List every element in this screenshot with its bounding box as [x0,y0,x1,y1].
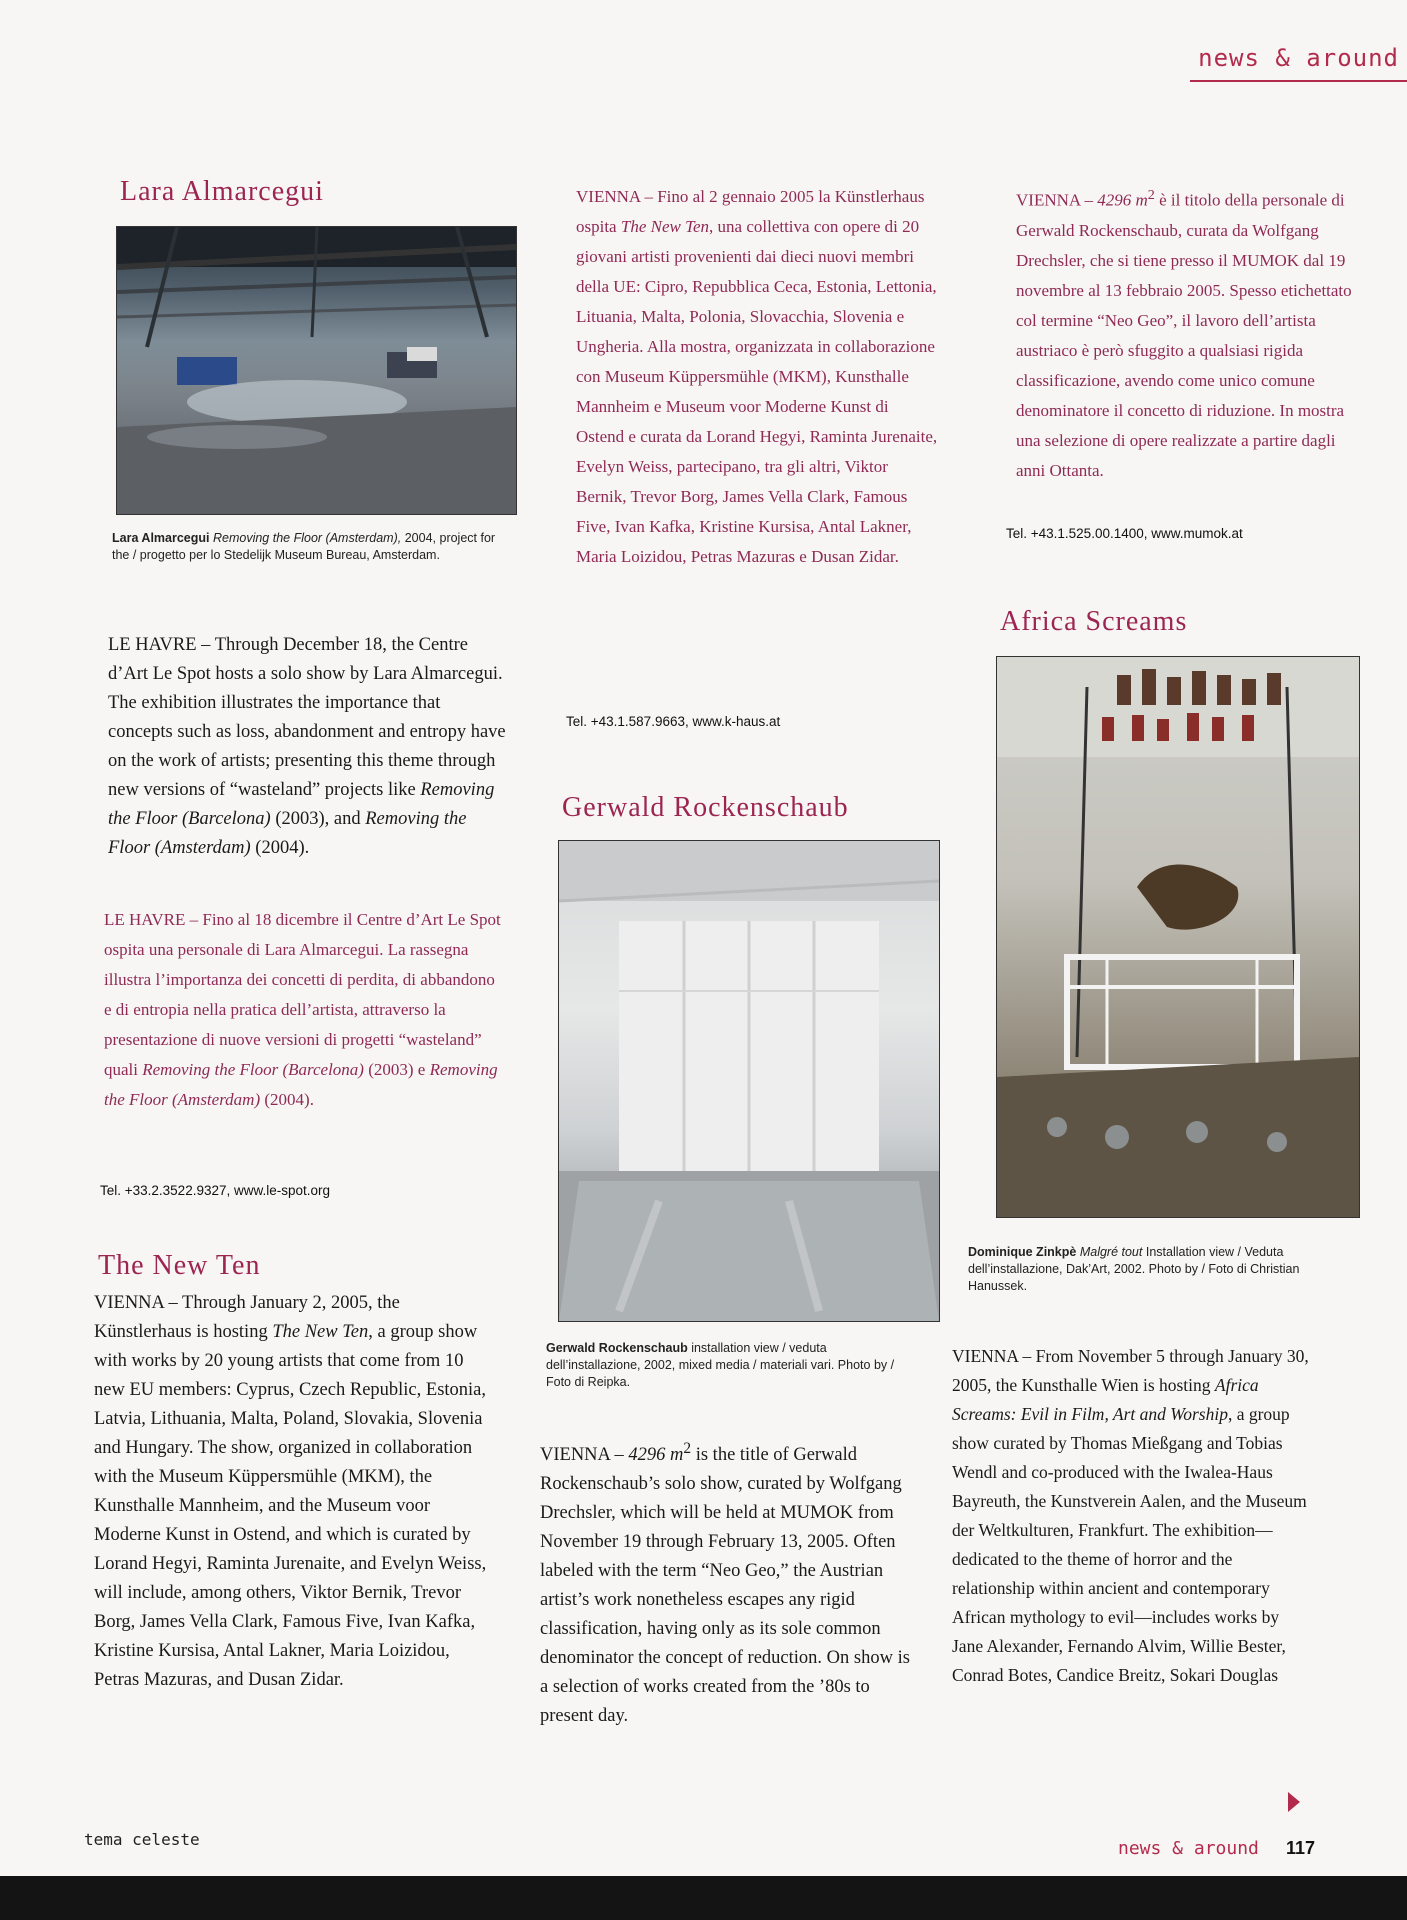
newten-text-it [576,182,938,572]
africa-caption-rest: Installation view / Veduta dell’installazione, Dak’Art, 2002. Photo by / Foto di Christian Hanussek. [968,1245,1300,1293]
gerwald-caption-rest: installation view / veduta dell’installazione, 2002, mixed media / materiali vari. Photo by / Foto di Reipka. [546,1341,895,1389]
section-header-tag: news & around [1198,44,1399,72]
gerwald-text-it-work: 4296 m [1097,190,1148,210]
gallery-room-image [559,841,939,1321]
lara-text-en-work-1: Removing the Floor (Barcelona) [108,780,495,829]
warehouse-image [117,227,516,514]
gerwald-text-en-work: 4296 m [628,1445,684,1466]
newten-text-en [94,1289,494,1695]
lara-photo [116,226,517,515]
newten-text-en-2: , a group show with works by 20 young artists that come from 10 new EU members: Cyprus, Czech Republic, Estonia, Latvia, Lithuania, Malta, Poland, Slovakia, Slovenia and Hungary. The show, organized in collaboration with the Museum Küppersmühle (MKM), the Kunsthalle Mannheim, and the Museum voor Moderne Kunst in Ostend, and which is curated by Lorand Hegyi, Raminta Jurenaite, and Evelyn Weiss, will include, among others, Viktor Bernik, Trevor Borg, James Vella Clark, Famous Five, Ivan Kafka, Kristine Kursisa, Antal Lakner, Maria Loizidou, Petras Mazuras, and Dusan Zidar. [94,1322,487,1690]
gerwald-text-en-sup: 2 [683,1440,692,1457]
africa-text-en-2: , a group show curated by Thomas Mießgang and Tobias Wendl and co-produced with the Iwalea-Haus Bayreuth, the Kunstverein Aalen, and the Museum der Weltkulturen, Frankfurt. The exhibition—dedicated to the theme of horror and the relationship within ancient and contemporary African mythology to evil—includes works by Jane Alexander, Fernando Alvim, Willie Bester, Conrad Botes, Candice Breitz, Sokari Douglas [952,1404,1307,1685]
gerwald-text-it [1016,180,1368,486]
gerwald-text-en-1: VIENNA – [540,1445,624,1466]
lara-title: Lara Almarcegui [120,176,324,207]
gerwald-caption [546,1340,918,1391]
africa-photo [996,656,1360,1218]
lara-text-it-2: (2003) e [368,1060,426,1079]
scan-bottom-edge [0,1876,1407,1920]
gerwald-text-it-2: è il titolo della personale di Gerwald Rockenschaub, curata da Wolfgang Drechsler, che si tiene presso il MUMOK dal 19 novembre al 13 febbraio 2005. Spesso etichettato col termine “Neo Geo”, il lavoro dell’artista austriaco è però sfuggito a qualsiasi rigida classificazione, avendo come unico comune denominatore il concetto di riduzione. In mostra una selezione di opere realizzate a partire dagli anni Ottanta. [1016,190,1352,480]
lara-caption-artist: Lara Almarcegui [112,531,210,545]
africa-caption [968,1244,1334,1295]
lara-caption-rest: 2004, project for the / progetto per lo Stedelijk Museum Bureau, Amsterdam. [112,531,496,562]
lara-text-it-work-1: Removing the Floor (Barcelona) [142,1060,364,1079]
gerwald-text-en [540,1434,910,1731]
africa-caption-work: Malgré tout [1079,1245,1143,1259]
africa-title: Africa Screams [1000,606,1188,637]
lara-text-en-2: (2003), and [275,809,361,829]
lara-text-en-3: (2004). [255,838,310,858]
lara-text-en-work-2: Removing the Floor (Amsterdam) [108,809,467,858]
lara-caption [112,530,512,564]
newten-title: The New Ten [98,1250,261,1281]
lara-text-it [104,905,504,1115]
africa-caption-artist: Dominique Zinkpè [968,1245,1077,1259]
gerwald-text-it-1: VIENNA – [1016,190,1093,210]
footer-section-name: news & around [1118,1838,1259,1859]
newten-tel: Tel. +43.1.587.9663, www.k-haus.at [566,714,781,729]
page-number: 117 [1286,1838,1316,1858]
header-rule [1190,80,1407,82]
lara-text-it-3: (2004). [264,1090,314,1109]
gerwald-text-it-sup: 2 [1147,187,1155,203]
gerwald-photo [558,840,940,1322]
next-page-arrow-icon [1288,1792,1300,1812]
lara-tel: Tel. +33.2.3522.9327, www.le-spot.org [100,1183,331,1198]
lara-text-it-1: LE HAVRE – Fino al 18 dicembre il Centre d’Art Le Spot ospita una personale di Lara Almarcegui. La rassegna illustra l’importanza dei concetti di perdita, di abbandono e di entropia nella pratica dell’artista, attraverso la presentazione di nuove versioni di progetti “wasteland” quali [104,910,501,1079]
gerwald-title: Gerwald Rockenschaub [562,792,849,823]
lara-text-en [108,631,508,863]
africa-text-en-1: VIENNA – From November 5 through January 30, 2005, the Kunsthalle Wien is hosting [952,1346,1309,1395]
footer-magazine-name: tema celeste [84,1830,200,1849]
installation-image [997,657,1359,1217]
lara-text-it-work-2: Removing the Floor (Amsterdam) [104,1060,498,1109]
newten-text-it-2: , una collettiva con opere di 20 giovani artisti provenienti dai dieci nuovi membri della UE: Cipro, Repubblica Ceca, Estonia, Lettonia, Lituania, Malta, Polonia, Slovacchia, Slovenia e Ungheria. Alla mostra, organizzata in collaborazione con Museum Küppersmühle (MKM), Kunsthalle Mannheim e Museum voor Moderne Kunst di Ostend e curata da Lorand Hegyi, Raminta Jurenaite, Evelyn Weiss, partecipano, tra gli altri, Viktor Bernik, Trevor Borg, James Vella Clark, Famous Five, Ivan Kafka, Kristine Kursisa, Antal Lakner, Maria Loizidou, Petras Mazuras e Dusan Zidar. [576,217,938,566]
newten-text-it-1: VIENNA – Fino al 2 gennaio 2005 la Künstlerhaus ospita [576,187,925,236]
newten-text-en-1: VIENNA – Through January 2, 2005, the Künstlerhaus is hosting [94,1293,400,1342]
lara-caption-work: Removing the Floor (Amsterdam), [212,531,402,545]
africa-text-en-work: Africa Screams: Evil in Film, Art and Worship [952,1375,1259,1424]
newten-text-en-work: The New Ten [272,1322,369,1342]
newten-text-it-work: The New Ten [620,217,710,236]
gerwald-text-en-2: is the title of Gerwald Rockenschaub’s solo show, curated by Wolfgang Drechsler, which will be held at MUMOK from November 19 through February 13, 2005. Often labeled with the term “Neo Geo,” the Austrian artist’s work nonetheless escapes any rigid classification, having only as its sole common denominator the concept of reduction. On show is a selection of works created from the ’80s to present day. [540,1445,910,1727]
gerwald-tel: Tel. +43.1.525.00.1400, www.mumok.at [1006,526,1243,541]
gerwald-caption-artist: Gerwald Rockenschaub [546,1341,688,1355]
lara-text-en-1: LE HAVRE – Through December 18, the Centre d’Art Le Spot hosts a solo show by Lara Almarcegui. The exhibition illustrates the importance that concepts such as loss, abandonment and entropy have on the work of artists; presenting this theme through new versions of “wasteland” projects like [108,635,506,800]
africa-text-en [952,1342,1312,1690]
